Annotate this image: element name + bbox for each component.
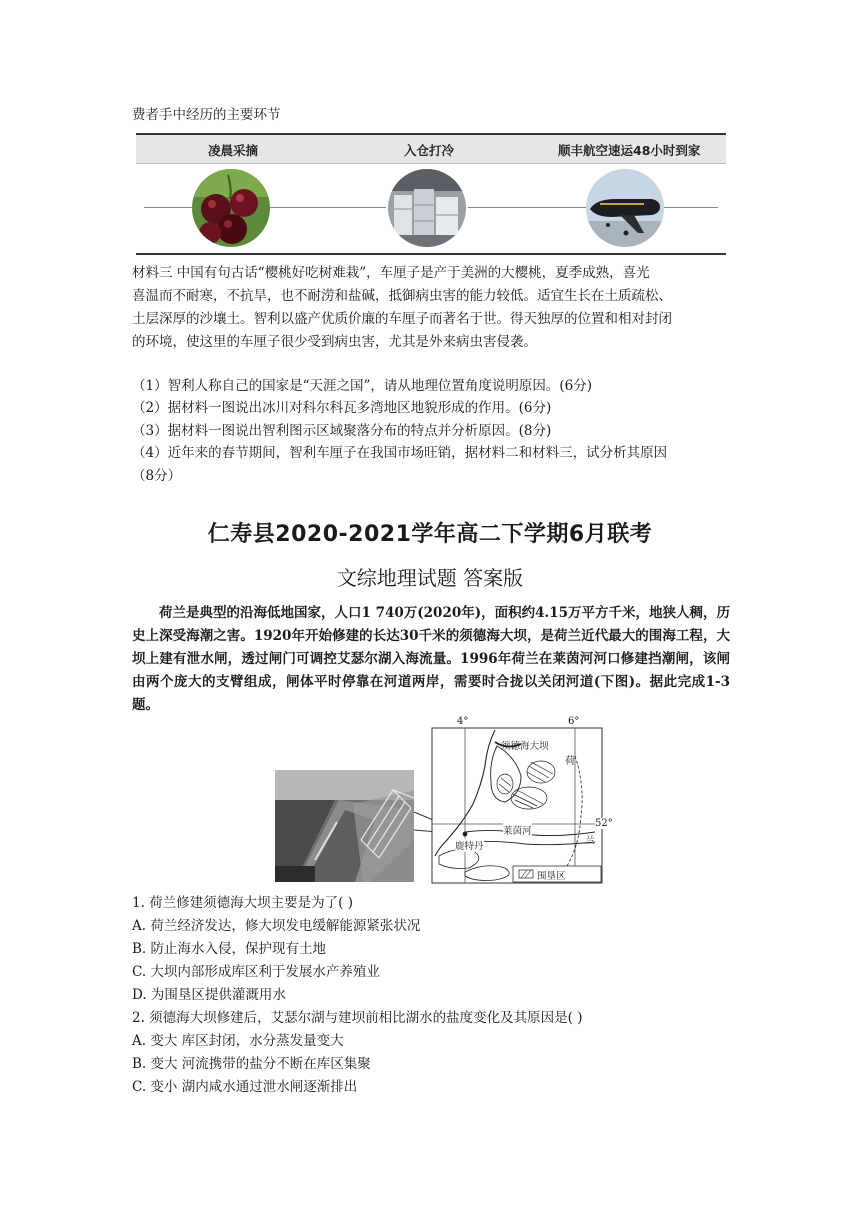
cherry-photo	[192, 169, 270, 247]
map-dam-label: 须德海大坝	[501, 741, 549, 752]
airplane-photo	[586, 169, 664, 247]
flow-connector	[468, 207, 586, 208]
map-rotterdam-label: 鹿特丹	[455, 838, 484, 852]
flow-step-3-label: 顺丰航空速运48小时到家	[558, 143, 701, 158]
storm-barrier-photo	[275, 770, 414, 882]
material3-line: 喜温而不耐寒，不抗旱，也不耐涝和盐碱，抵御病虫害的能力较低。适宜生长在土质疏松、	[132, 288, 672, 304]
map-lat: 52°	[595, 818, 613, 829]
material3-line: 土层深厚的沙壤土。智利以盛产优质价廉的车厘子而著名于世。得天独厚的位置和相对封闭	[132, 311, 672, 327]
mc-line: A. 变大 库区封闭，水分蒸发量变大	[132, 1033, 344, 1049]
question-line: （2）据材料一图说出冰川对科尔科瓦多湾地区地貌形成的作用。(6分)	[132, 400, 552, 416]
mc-line: C. 大坝内部形成库区利于发展水产养殖业	[132, 964, 380, 980]
map-lon-left: 4°	[457, 716, 469, 727]
question-line: （1）智利人称自己的国家是“天涯之国”，请从地理位置角度说明原因。(6分)	[132, 378, 593, 394]
mc-line: C. 变小 湖内咸水通过泄水闸逐渐排出	[132, 1079, 358, 1095]
map-lon-right: 6°	[568, 716, 580, 727]
map-legend-label: 围垦区	[537, 871, 566, 882]
exam-subtitle: 文综地理试题 答案版	[336, 566, 524, 590]
material3-line: 材料三 中国有句古话“樱桃好吃树难栽”，车厘子是产于美洲的大樱桃，夏季成熟，喜光	[132, 265, 650, 281]
question-line: （4）近年来的春节期间，智利车厘子在我国市场旺销，据材料二和材料三，试分析其原因	[132, 445, 668, 461]
top-line: 费者手中经历的主要环节	[132, 107, 281, 123]
warehouse-photo	[388, 169, 466, 247]
map-rhine-label: 莱茵河	[503, 823, 532, 837]
flow-step-2-label: 入仓打冷	[404, 143, 455, 158]
cherry-supply-flow-banner	[136, 133, 726, 255]
flow-connector	[664, 207, 718, 208]
question-line: （3）据材料一图说出智利图示区域聚落分布的特点并分析原因。(8分)	[132, 423, 552, 439]
flow-connector	[270, 207, 386, 208]
map-country-label: 荷	[565, 756, 575, 767]
mc-line: D. 为围垦区提供灌溉用水	[132, 987, 286, 1003]
question-line: （8分）	[132, 468, 182, 484]
flow-connector	[144, 207, 192, 208]
material3-line: 的环境，使这里的车厘子很少受到病虫害，尤其是外来病虫害侵袭。	[132, 334, 537, 350]
netherlands-map	[425, 716, 613, 886]
exam-title: 仁寿县2020-2021学年高二下学期6月联考	[207, 522, 653, 547]
intro-paragraph: 荷兰是典型的沿海低地国家，人口1 740万(2020年)，面积约4.15万平方千米，地狭人稠，历史上深受海潮之害。1920年开始修建的长达30千米的须德海大坝，是荷兰近代最大的围海工程，大坝上建有泄水闸，透过闸门可调控艾瑟尔湖入海流量。1996年荷兰在莱茵河河口修建挡潮闸，该闸由两个庞大的支臂组成，闸体平时停靠在河道两岸，需要时合拢以关闭河道(下图)。据此完成1-3题。	[132, 605, 731, 713]
mc-line: 1. 荷兰修建须德海大坝主要是为了( )	[132, 895, 353, 911]
map-country-label-2: 兰	[585, 836, 595, 847]
flow-step-1-label: 凌晨采摘	[208, 143, 259, 158]
mc-line: 2. 须德海大坝修建后，艾瑟尔湖与建坝前相比湖水的盐度变化及其原因是( )	[132, 1010, 583, 1026]
mc-line: B. 防止海水入侵，保护现有土地	[132, 941, 327, 957]
mc-line: A. 荷兰经济发达，修大坝发电缓解能源紧张状况	[132, 918, 421, 934]
mc-line: B. 变大 河流携带的盐分不断在库区集聚	[132, 1056, 371, 1072]
